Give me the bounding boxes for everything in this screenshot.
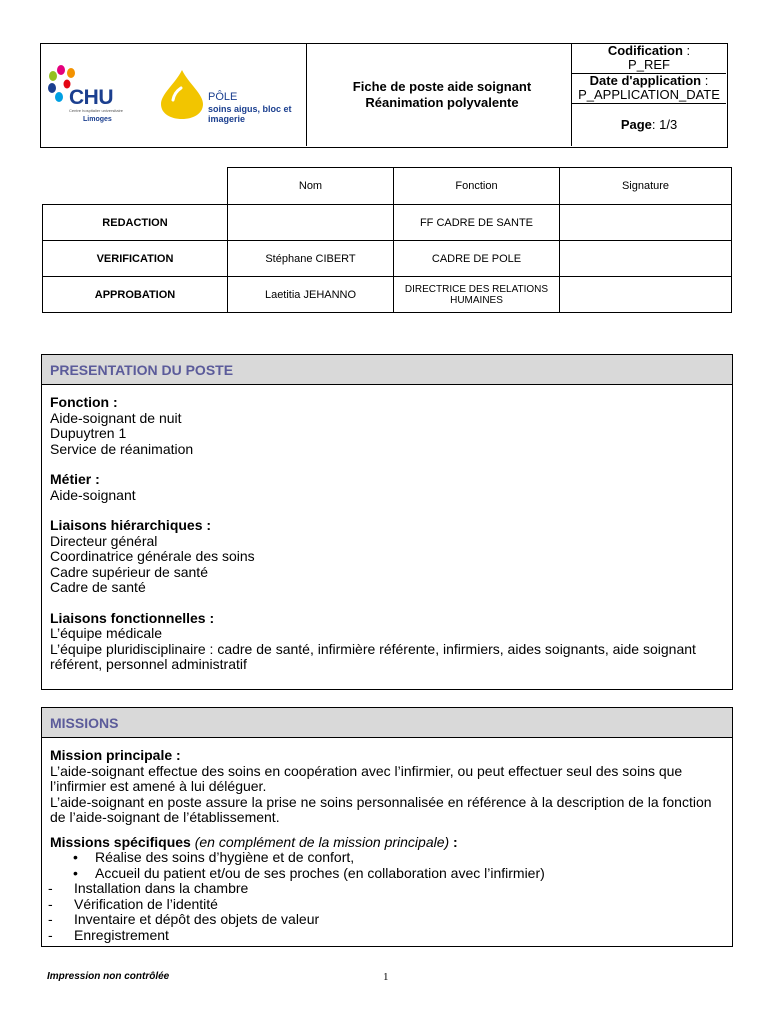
- row-label: APPROBATION: [43, 277, 228, 313]
- functional-link-line: L’équipe pluridisciplinaire : cadre de santé, infirmière référente, infirmiers, aides soignants, aide soignant référent, personnel administratif: [50, 640, 696, 672]
- presentation-heading: PRESENTATION DU POSTE: [42, 355, 732, 385]
- table-row: [43, 241, 732, 277]
- hierarchy-line: Directeur général: [50, 532, 158, 549]
- functional-link-line: L’équipe médicale: [50, 625, 163, 641]
- chu-logo-text: CHU: [69, 86, 113, 109]
- page-row: [572, 104, 726, 146]
- logo-cell: [41, 44, 307, 146]
- row-label: REDACTION: [43, 205, 228, 241]
- hierarchy-line: Coordinatrice générale des soins: [50, 548, 255, 564]
- codification-value: P_REF: [628, 57, 670, 72]
- fonction-line: Dupuytren 1: [50, 425, 127, 441]
- list-item: - Inventaire et dépôt des objets de valeur: [50, 912, 724, 928]
- title-line-1: Fiche de poste aide soignant: [352, 79, 532, 94]
- date-value: P_APPLICATION_DATE: [578, 87, 720, 102]
- list-item: • Accueil du patient et/ou de ses proches (en collaboration avec l’infirmier): [50, 866, 724, 882]
- column-header-nom: Nom: [228, 168, 394, 205]
- cell-signature: [560, 205, 732, 241]
- chu-logo-subtitle: Centre hospitalier universitaire: [69, 108, 124, 113]
- mission-principale-label: Mission principale :: [50, 747, 181, 763]
- table-row: [43, 277, 732, 313]
- column-header-fonction: Fonction: [394, 168, 560, 205]
- presentation-body: [50, 395, 724, 673]
- page-label: Page: [620, 117, 652, 132]
- document-title: [307, 44, 572, 146]
- cell-nom: Laetitia JEHANNO: [228, 277, 394, 313]
- missions-dash-list: [50, 881, 724, 943]
- metier-label: Métier :: [50, 471, 100, 487]
- chu-logo: [47, 64, 127, 124]
- signature-header-row: [43, 168, 732, 205]
- chu-logo-city: Limoges: [83, 116, 112, 123]
- date-row: Date d'application : P_APPLICATION_DATE: [572, 74, 726, 104]
- page-value: : 1/3: [651, 117, 678, 132]
- empty-corner: [43, 168, 228, 205]
- signature-table: [42, 167, 732, 313]
- presentation-section: [41, 354, 733, 690]
- pole-logo: [157, 68, 297, 124]
- cell-fonction: DIRECTRICE DES RELATIONS HUMAINES: [394, 277, 560, 313]
- pole-logo-subtitle: soins aigus, bloc et imagerie: [208, 104, 292, 124]
- column-header-signature: Signature: [560, 168, 732, 205]
- mission-principale-text: L’aide-soignant effectue des soins en coopération avec l’infirmier, ou peut effectuer seul des soins que l’infirmier est amené à lui déléguer.: [50, 762, 683, 794]
- document-header: [40, 43, 728, 148]
- cell-signature: [560, 277, 732, 313]
- functional-links-label: Liaisons fonctionnelles :: [50, 609, 215, 626]
- missions-specifiques-label: Missions spécifiques: [50, 833, 191, 850]
- metier-value: Aide-soignant: [50, 486, 136, 503]
- codification-row: Codification : P_REF: [572, 44, 726, 74]
- list-item: - Enregistrement: [50, 928, 724, 944]
- list-item: • Réalise des soins d’hygiène et de confort,: [50, 850, 724, 866]
- list-item: - Installation dans la chambre: [50, 881, 724, 897]
- fonction-line: Aide-soignant de nuit: [50, 409, 182, 426]
- missions-section: [41, 707, 733, 947]
- cell-fonction: CADRE DE POLE: [394, 241, 560, 277]
- hierarchy-line: Cadre de santé: [50, 579, 146, 595]
- missions-bullet-list: [50, 850, 724, 881]
- cell-nom: [228, 205, 394, 241]
- cell-fonction: FF CADRE DE SANTE: [394, 205, 560, 241]
- list-item: - Vérification de l’identité: [50, 897, 724, 913]
- row-label: VERIFICATION: [43, 241, 228, 277]
- cell-nom: Stéphane CIBERT: [228, 241, 394, 277]
- mission-principale-text: L’aide-soignant en poste assure la prise ne soins personnalisée en référence à la description de la fonction de l’aide-soignant de l’établissement.: [50, 793, 712, 825]
- date-label: Date d'application: [589, 73, 702, 88]
- fonction-label: Fonction :: [50, 394, 118, 410]
- missions-specifiques-note: (en complément de la mission principale): [194, 833, 450, 850]
- pole-logo-name: PÔLE: [208, 91, 238, 103]
- title-line-2: Réanimation polyvalente: [365, 95, 519, 110]
- missions-heading: MISSIONS: [42, 708, 732, 738]
- missions-body: [50, 748, 724, 943]
- hierarchy-line: Cadre supérieur de santé: [50, 563, 208, 580]
- document-meta: [572, 44, 726, 146]
- codification-label: Codification: [607, 43, 683, 58]
- footer-note: Impression non contrôlée: [47, 971, 170, 982]
- water-drop-icon: [157, 68, 207, 120]
- fonction-line: Service de réanimation: [50, 440, 194, 457]
- table-row: [43, 205, 732, 241]
- hierarchy-label: Liaisons hiérarchiques :: [50, 517, 212, 533]
- missions-specifiques-heading: Missions spécifiques (en complément de la mission principale) :: [50, 833, 458, 850]
- footer-page-number: 1: [383, 971, 389, 983]
- cell-signature: [560, 241, 732, 277]
